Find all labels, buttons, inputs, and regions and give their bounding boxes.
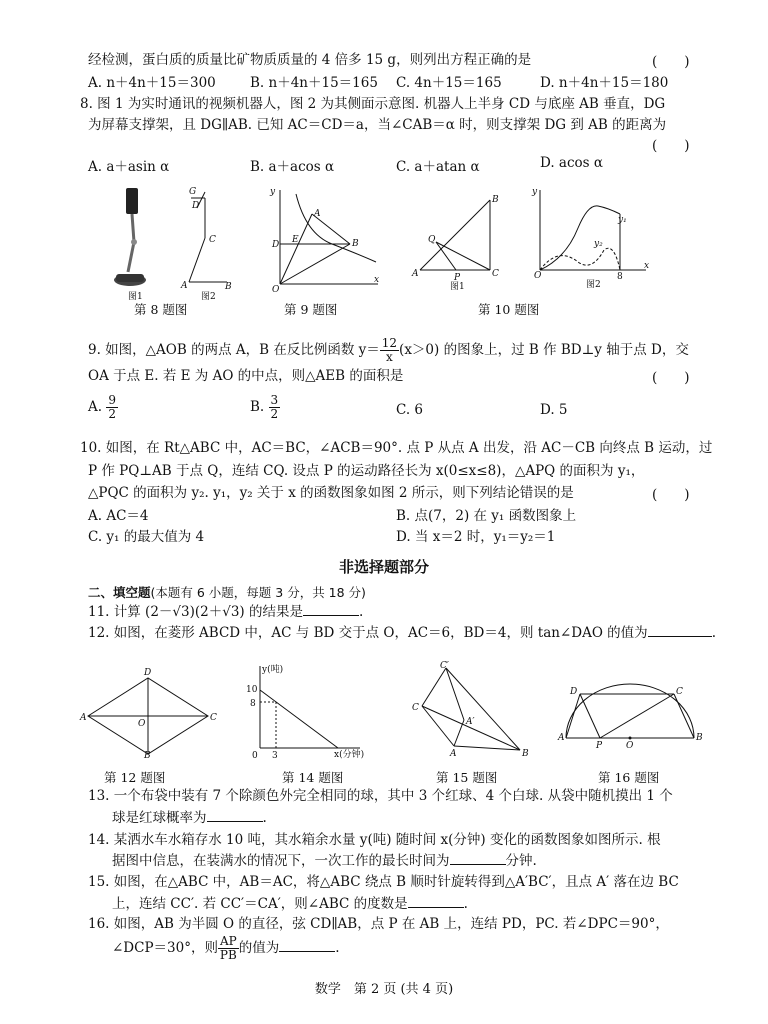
fig8-1-caption: 图1 (128, 292, 143, 302)
label-D: D (192, 201, 200, 211)
q14-blank (450, 852, 506, 865)
q7-option-d: D. n＋4n＋15＝180 (540, 75, 669, 91)
q14-line1: 14. 某洒水车水箱存水 10 吨，其水箱余水量 y(吨) 随时间 x(分钟) 变化的函数图象如图所示. 根 (88, 832, 661, 848)
q9-option-b: B. $\frac{3}{2}$ (250, 393, 279, 421)
q10-option-a: A. AC＝4 (88, 508, 149, 524)
q8-paren: ( ) (652, 138, 690, 154)
q9-option-a: A. $\frac{9}{2}$ (88, 393, 116, 421)
label-G: G (189, 187, 197, 197)
q9-option-c: C. 6 (396, 402, 424, 418)
caption-fig16: 第 16 题图 (598, 770, 660, 785)
label-D9: D (272, 240, 280, 250)
q10-line2: P 作 PQ⊥AB 于点 Q，连结 CQ. 设点 P 的运动路径长为 x(0≤x≤8)，△APQ 的面积为 y₁， (88, 463, 645, 479)
y2-curve (540, 248, 620, 270)
q9-post: (x＞0) 的图象上，过 B 作 BD⊥y 轴于点 D，交 (399, 342, 689, 358)
axis-y-label10: y (532, 187, 538, 197)
q16-line2: ∠DCP＝30°，则 $\frac{AP}{PB}$的值为 . (112, 934, 340, 962)
q12-text: 12. 如图，在菱形 ABCD 中，AC 与 BD 交于点 O，AC＝6，BD＝4，则 tan∠DAO 的值为 . (88, 625, 716, 641)
label-A16: A (558, 733, 565, 743)
section-2-title: 二、填空题(本题有 6 小题，每题 3 分，共 18 分) (88, 585, 366, 600)
label-Ap15: A′ (466, 717, 475, 727)
robot-screen (126, 188, 138, 214)
label-Q10: Q (428, 235, 436, 245)
axis-x-label10: x (644, 261, 650, 271)
q8-option-c: C. a＋atan α (396, 159, 480, 175)
q15-line1: 15. 如图，在△ABC 中，AB＝AC，将△ABC 绕点 B 顺时针旋转得到△A′BC′，且点 A′ 落在边 BC (88, 874, 679, 890)
fig14-origin: 0 (252, 751, 258, 760)
label-P16: P (596, 741, 603, 751)
label-C: C (209, 235, 216, 245)
q9-pre: 9. 如图，△AOB 的两点 A，B 在反比例函数 y＝ (88, 342, 380, 358)
label-A9: A (314, 209, 321, 219)
fig10-triangle-diagram (410, 186, 506, 290)
label-D12: D (144, 668, 152, 678)
q10-line1: 10. 如图，在 Rt△ABC 中，AC＝BC，∠ACB＝90°. 点 P 从点 A 出发，沿 AC－CB 向终点 B 运动，过 (80, 440, 713, 456)
fig9-hyperbola-diagram (262, 184, 382, 292)
label-y2: y₂ (594, 239, 603, 249)
label-O16: O (626, 741, 634, 751)
fig14-tick-8: 8 (250, 699, 256, 709)
q12-blank (648, 624, 712, 637)
fig12-rhombus (78, 666, 218, 758)
fig14-x-label: x(分钟) (334, 750, 365, 760)
q9-paren: ( ) (652, 370, 690, 386)
q10-option-b: B. 点(7，2) 在 y₁ 函数图象上 (396, 508, 577, 524)
q7-option-a: A. n＋4n＋15＝300 (88, 75, 216, 91)
q8-option-d: D. acos α (540, 155, 603, 171)
q15-line2: 上，连结 CC′. 若 CC′＝CA′，则∠ABC 的度数是 . (112, 896, 468, 912)
label-B: B (225, 282, 232, 292)
label-C16: C (676, 687, 683, 697)
label-A10: A (412, 269, 419, 279)
q9-option-d: D. 5 (540, 402, 568, 418)
q11-blank (303, 603, 359, 616)
axis-y-label: y (270, 187, 276, 197)
q13-blank (207, 809, 263, 822)
label-Cp15: C′ (440, 661, 449, 671)
label-A12: A (80, 713, 87, 723)
caption-fig10: 第 10 题图 (478, 302, 540, 317)
q13-line2: 球是红球概率为 . (112, 810, 267, 826)
fig8-side-diagram (175, 182, 235, 302)
label-C10: C (492, 269, 499, 279)
q13-line1: 13. 一个布袋中装有 7 个除颜色外完全相同的球，其中 3 个红球、4 个白球. 从袋中随机摸出 1 个 (88, 788, 673, 804)
q10-line3: △PQC 的面积为 y₂. y₁，y₂ 关于 x 的函数图象如图 2 所示，则下列结论错误的是 (88, 485, 574, 501)
q8-option-b: B. a＋acos α (250, 159, 335, 175)
fig14-graph (238, 660, 368, 760)
fig10-2-caption: 图2 (586, 280, 601, 290)
q9-line2: OA 于点 E. 若 E 为 AO 的中点，则△AEB 的面积是 (88, 368, 404, 384)
tick-8: 8 (617, 272, 623, 282)
label-C12: C (210, 713, 217, 723)
label-B10: B (492, 195, 499, 205)
q7-option-c: C. 4n＋15＝165 (396, 75, 502, 91)
q10-paren: ( ) (652, 487, 690, 503)
label-B9: B (352, 239, 359, 249)
label-C15: C (412, 703, 419, 713)
label-B12: B (144, 751, 151, 758)
fig16-semicircle (556, 676, 706, 752)
fig14-y-label: y(吨) (262, 665, 284, 675)
caption-fig14: 第 14 题图 (282, 770, 344, 785)
fig10-function-graph (528, 184, 652, 290)
fig14-tick-10: 10 (246, 685, 258, 695)
q10-option-d: D. 当 x＝2 时，y₁＝y₂＝1 (396, 529, 556, 545)
label-B16: B (696, 733, 703, 743)
caption-fig9: 第 9 题图 (284, 302, 338, 317)
q10-option-c: C. y₁ 的最大值为 4 (88, 529, 205, 545)
label-O12: O (138, 719, 146, 729)
q9-line1 (88, 336, 689, 364)
section-heading: 非选择题部分 (338, 558, 429, 576)
origin-label: O (272, 285, 280, 292)
fig10-1-caption: 图1 (450, 282, 465, 290)
q15-blank (408, 895, 464, 908)
q9-frac-num: 12 (381, 336, 398, 350)
fig14-line (260, 690, 338, 748)
q11-text: 11. 计算 (2－√3)(2＋√3) 的结果是 . (88, 604, 364, 620)
fig8-2-caption: 图2 (201, 292, 216, 302)
label-y1: y₁ (618, 215, 627, 225)
q16-fraction: $\frac{AP}{PB}$ (219, 934, 237, 962)
q7-text: 经检测，蛋白质的质量比矿物质质量的 4 倍多 15 g，则列出方程正确的是 (88, 52, 532, 68)
q8-line2: 为屏幕支撑架，且 DG∥AB. 已知 AC＝CD＝a，当∠CAB＝α 时，则支撑架 DG 到 AB 的距离为 (88, 117, 667, 133)
caption-fig8: 第 8 题图 (134, 302, 188, 317)
q9-frac-den: x (386, 350, 393, 364)
q8-option-a: A. a＋asin α (88, 159, 170, 175)
q8-line1: 8. 图 1 为实时通讯的视频机器人，图 2 为其侧面示意图. 机器人上半身 CD 与底座 AB 垂直，DG (80, 96, 666, 112)
q7-paren: ( ) (652, 54, 690, 70)
label-A15: A (450, 749, 457, 759)
caption-fig15: 第 15 题图 (436, 770, 498, 785)
robot-photo-figure (108, 182, 168, 302)
label-E9: E (292, 235, 299, 245)
label-D16: D (570, 687, 578, 697)
caption-fig12: 第 12 题图 (104, 770, 166, 785)
label-B15: B (522, 749, 529, 759)
page-footer: 数学 第 2 页 (共 4 页) (314, 982, 454, 997)
q9-fraction (380, 337, 399, 364)
origin-label10: O (534, 271, 542, 281)
q16-line1: 16. 如图，AB 为半圆 O 的直径，弦 CD∥AB，点 P 在 AB 上，连结 PD，PC. 若∠DPC＝90°， (88, 916, 669, 932)
q7-option-b: B. n＋4n＋15＝165 (250, 75, 378, 91)
fig14-tick-3: 3 (272, 751, 278, 760)
label-A: A (181, 281, 188, 291)
label-P10: P (454, 273, 461, 283)
y1-curve (540, 206, 620, 270)
fig15-rotation (404, 660, 536, 760)
q14-line2: 据图中信息，在装满水的情况下，一次工作的最长时间为 分钟. (112, 853, 537, 869)
q16-blank (279, 939, 335, 952)
axis-x-label: x (374, 275, 380, 285)
